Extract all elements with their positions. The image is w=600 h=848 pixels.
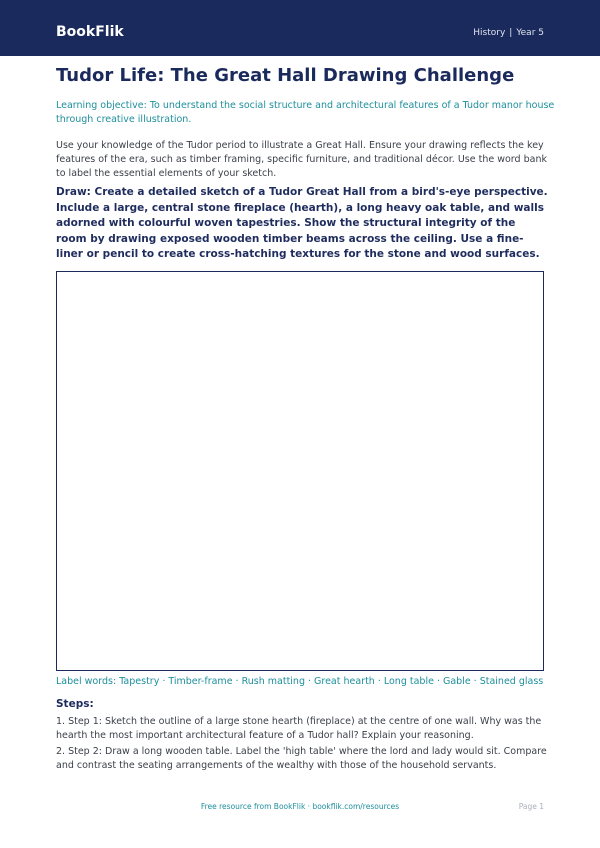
word-separator: · bbox=[307, 676, 312, 687]
step-item: 1. Step 1: Sketch the outline of a large stone hearth (fireplace) at the centre of one wall. Why was the hearth the most important architectural feature of a Tudor hall? Explain your reasoning. bbox=[56, 716, 542, 741]
subject-label: History bbox=[473, 28, 506, 38]
label-word: Long table bbox=[383, 676, 434, 687]
label-word: Tapestry bbox=[119, 676, 160, 687]
brand-logo[interactable]: BookFlik bbox=[56, 24, 124, 40]
word-separator: · bbox=[162, 676, 166, 687]
header-separator: | bbox=[509, 28, 513, 38]
instructions-text: Use your knowledge of the Tudor period to illustrate a Great Hall. Ensure your drawing reflects the key features of the era, such as timber framing, specific furniture, and traditional décor. Use the word bank to label the essential elements of your sketch. bbox=[56, 140, 547, 179]
label-word: Timber-frame bbox=[168, 676, 233, 687]
label-word-list bbox=[119, 676, 543, 687]
drawing-task: Draw: Create a detailed sketch of a Tudor Great Hall from a bird's-eye perspective. Include a large, central stone fireplace (hearth), a long heavy oak table, and walls adorned with colourful woven tapestries. Show the structural integrity of the room by drawing exposed wooden timber beams across the ceiling. Use a fine-liner or pencil to create cross-hatching textures for the stone and wood surfaces. bbox=[56, 186, 548, 260]
label-words bbox=[56, 675, 556, 689]
label-word: Great hearth bbox=[314, 676, 375, 687]
label-words-prefix: Label words: bbox=[56, 676, 117, 687]
learning-objective: Learning objective: To understand the social structure and architectural features of a Tudor manor house through creative illustration. bbox=[56, 100, 555, 125]
word-separator: · bbox=[235, 676, 239, 687]
header-bar bbox=[0, 0, 600, 56]
label-word: Gable bbox=[442, 676, 471, 687]
steps-heading: Steps: bbox=[56, 698, 94, 710]
word-separator: · bbox=[377, 676, 381, 687]
year-label: Year 5 bbox=[516, 28, 544, 38]
label-word: Stained glass bbox=[479, 676, 544, 687]
label-word: Rush matting bbox=[241, 676, 305, 687]
page-title: Tudor Life: The Great Hall Drawing Challenge bbox=[56, 65, 515, 86]
word-separator: · bbox=[436, 676, 440, 687]
word-separator: · bbox=[473, 676, 477, 687]
footer-text: Free resource from BookFlik · bookflik.com/resources bbox=[200, 802, 400, 811]
header-meta bbox=[473, 26, 544, 40]
page-number: Page 1 bbox=[518, 802, 544, 811]
step-item: 2. Step 2: Draw a long wooden table. Label the 'high table' where the lord and lady would sit. Compare and contrast the seating arrangements of the wealthy with those of the household servants. bbox=[56, 746, 547, 771]
drawing-area[interactable] bbox=[56, 271, 544, 671]
